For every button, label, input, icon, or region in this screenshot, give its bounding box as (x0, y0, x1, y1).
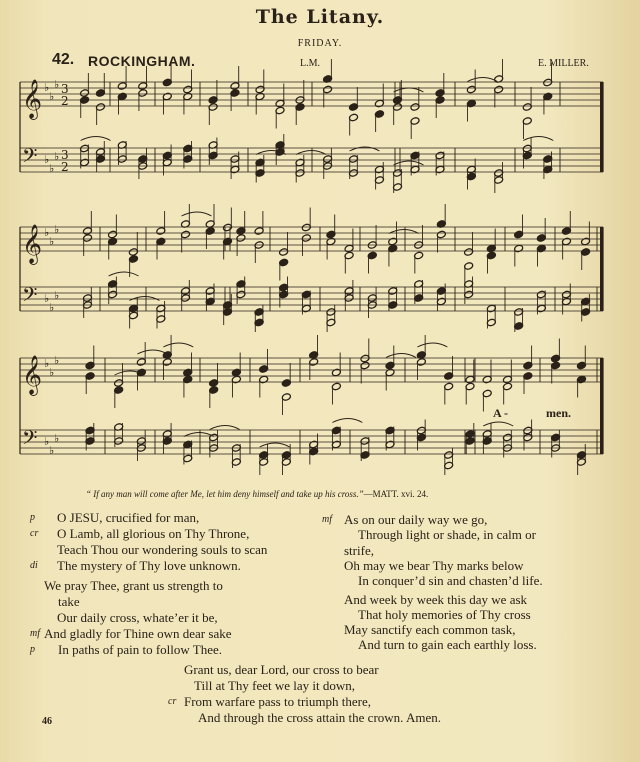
verse-line: In conquer’d sin and chasten’d life. (358, 573, 543, 588)
verse-line: Grant us, dear Lord, our cross to bear (184, 662, 379, 677)
verse-line: Through light or shade, in calm or (358, 527, 536, 542)
dynamic-mark: mf (30, 628, 40, 639)
flat-sign: ♭ (44, 153, 50, 166)
flat-sign: ♭ (44, 357, 50, 370)
verse-line: We pray Thee, grant us strength to (44, 578, 223, 593)
hymn-number: 42. (52, 51, 75, 68)
verse-line: take (58, 594, 80, 609)
flat-sign: ♭ (49, 162, 55, 175)
flat-sign: ♭ (54, 223, 60, 236)
verse-line: And week by week this day we ask (344, 592, 528, 607)
verse-line: May sanctify each common task, (344, 622, 516, 637)
dynamic-mark: p (30, 644, 35, 655)
verse-line: Our daily cross, whate’er it be, (57, 610, 218, 625)
flat-sign: ♭ (54, 289, 60, 302)
slur (260, 443, 290, 447)
dynamic-mark: p (30, 512, 35, 523)
flat-sign: ♭ (44, 292, 50, 305)
slur (417, 343, 447, 347)
slur (386, 354, 416, 358)
slur (129, 297, 159, 301)
flat-sign: ♭ (44, 435, 50, 448)
flat-sign: ♭ (49, 366, 55, 379)
verse-line: Teach Thou our wondering souls to scan (57, 542, 268, 557)
treble-clef: 𝄞 (22, 79, 43, 119)
flat-sign: ♭ (49, 301, 55, 314)
slur (210, 426, 240, 430)
bass-clef: 𝄢 (22, 426, 38, 454)
scripture-reference: —MATT. xvi. 24. (363, 489, 429, 499)
final-barline (600, 358, 603, 454)
dynamic-mark: mf (322, 514, 332, 525)
flat-sign: ♭ (54, 78, 60, 91)
slur (81, 137, 111, 141)
verse-line: That holy memories of Thy cross (358, 607, 531, 622)
amen-syllable-1: A - (493, 406, 508, 420)
verse-line: From warfare pass to triumph there, (184, 694, 372, 709)
bass-clef: 𝄢 (22, 283, 38, 311)
dynamic-mark: cr (30, 528, 39, 539)
slur (523, 137, 553, 141)
flat-sign: ♭ (44, 226, 50, 239)
flat-sign: ♭ (54, 432, 60, 445)
time-signature: 2 (61, 94, 69, 108)
dynamic-mark: di (30, 560, 38, 571)
section-title: The Litany. (255, 6, 385, 28)
verse-line: Till at Thy feet we lay it down, (194, 678, 356, 693)
time-signature: 3 (61, 148, 69, 162)
final-barline (600, 82, 603, 172)
verse-line: And turn to gain each earthly loss. (358, 637, 537, 652)
bass-clef: 𝄢 (22, 144, 38, 172)
verse-line: As on our daily way we go, (344, 512, 488, 527)
verse-line: And gladly for Thine own dear sake (44, 626, 232, 641)
slur (163, 343, 193, 347)
slur (332, 419, 362, 423)
dynamic-mark: cr (168, 696, 177, 707)
time-signature: 3 (61, 82, 69, 96)
verse-line: O Lamb, all glorious on Thy Throne, (57, 526, 250, 541)
flat-sign: ♭ (49, 444, 55, 457)
slur (137, 350, 167, 354)
final-barline (600, 227, 603, 311)
flat-sign: ♭ (49, 235, 55, 248)
verse-line: O JESU, crucified for man, (57, 510, 200, 525)
day-label: FRIDAY. (297, 38, 343, 49)
tune-name: ROCKINGHAM. (88, 53, 196, 69)
verse-line: In paths of pain to follow Thee. (58, 642, 223, 657)
meter-label: L.M. (300, 58, 320, 69)
verse-line: Oh may we bear Thy marks below (344, 558, 524, 573)
time-signature: 2 (61, 160, 69, 174)
flat-sign: ♭ (49, 90, 55, 103)
slur (467, 78, 497, 82)
slur (109, 272, 139, 276)
amen-syllable-2: men. (546, 406, 571, 420)
composer-name: E. MILLER. (538, 58, 589, 69)
verse-line: The mystery of Thy love unknown. (57, 558, 241, 573)
page-number: 46 (42, 716, 52, 727)
verse-line: strife, (344, 543, 374, 558)
flat-sign: ♭ (54, 150, 60, 163)
treble-clef: 𝄞 (22, 224, 43, 264)
scripture-quote (86, 489, 428, 499)
verse-line: And through the cross attain the crown. Amen. (198, 710, 441, 725)
treble-clef: 𝄞 (22, 355, 43, 395)
slur (483, 422, 513, 426)
flat-sign: ♭ (54, 354, 60, 367)
flat-sign: ♭ (44, 81, 50, 94)
scripture-text: “ If any man will come after Me, let him deny himself and take up his cross.” (86, 489, 364, 499)
slur (182, 212, 212, 216)
